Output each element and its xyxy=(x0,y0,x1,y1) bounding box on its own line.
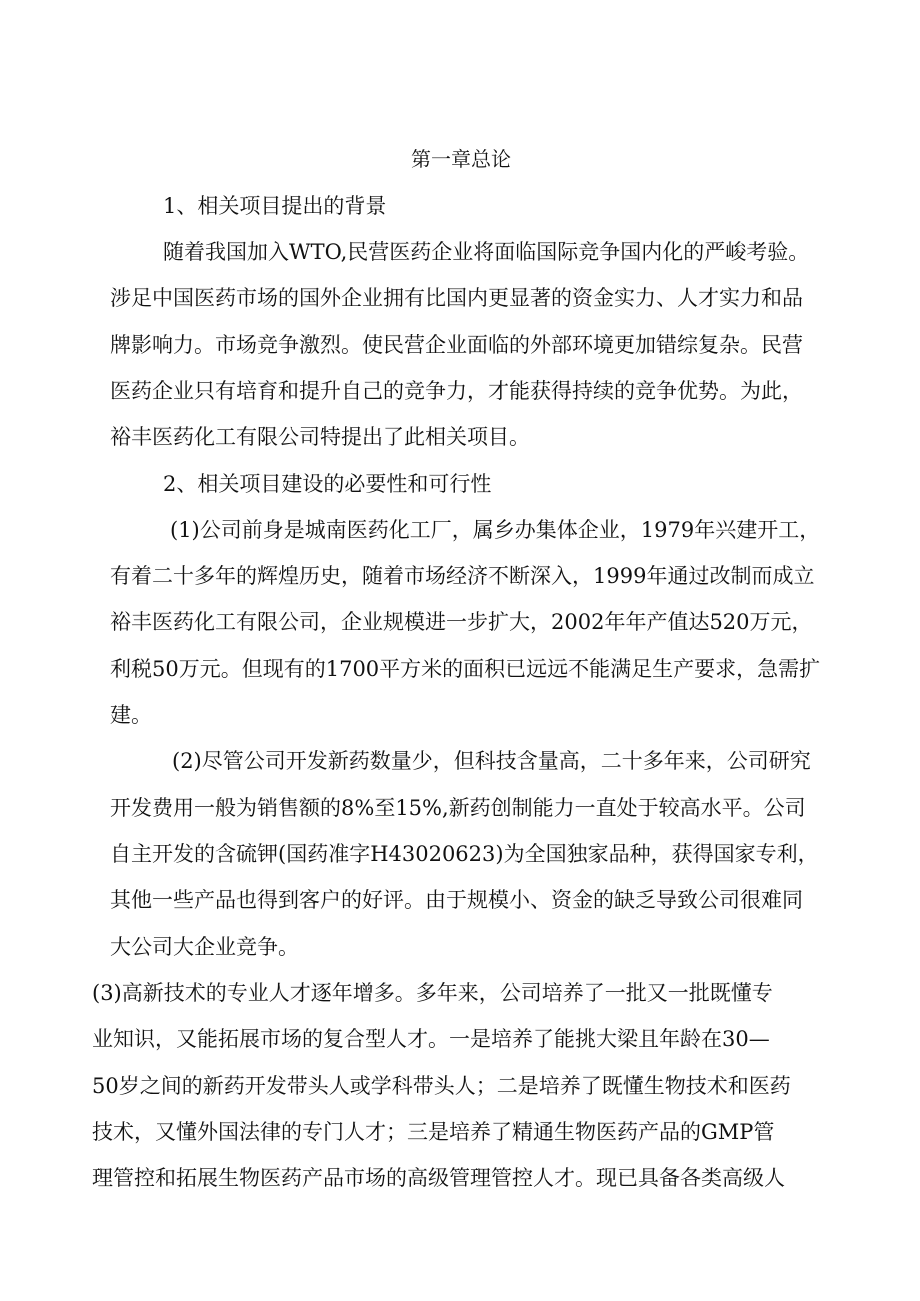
para-1-line-5: 建。 xyxy=(110,703,152,727)
para-2-line-1: (2)尽管公司开发新药数量少，但科技含量高，二十多年来，公司研究 xyxy=(172,749,811,773)
section-2-heading: 2、相关项目建设的必要性和可行性 xyxy=(163,472,492,496)
section-1-line-2: 涉足中国医药市场的国外企业拥有比国内更显著的资金实力、人才实力和品 xyxy=(110,286,803,310)
section-1-line-5: 裕丰医药化工有限公司特提出了此相关项目。 xyxy=(110,425,530,449)
section-1-line-1: 随着我国加入WTO,民营医药企业将面临国际竞争国内化的严峻考验。 xyxy=(163,240,810,264)
para-2-line-3: 自主开发的含硫钾(国药准字H43020623)为全国独家品种，获得国家专利， xyxy=(110,842,819,866)
para-1-line-4: 利税50万元。但现有的1700平方米的面积已远远不能满足生产要求，急需扩 xyxy=(110,657,821,681)
section-1-line-4: 医药企业只有培育和提升自己的竞争力，才能获得持续的竞争优势。为此， xyxy=(110,379,803,403)
section-1-line-3: 牌影响力。市场竞争激烈。使民营企业面临的外部环境更加错综复杂。民营 xyxy=(110,333,803,357)
chapter-title: 第一章总论 xyxy=(411,147,511,171)
para-3-line-2: 业知识，又能拓展市场的复合型人才。一是培养了能挑大梁且年龄在30— xyxy=(92,1027,770,1051)
para-1-line-3: 裕丰医药化工有限公司，企业规模进一步扩大，2002年年产值达520万元， xyxy=(110,610,813,634)
para-1-line-2: 有着二十多年的辉煌历史，随着市场经济不断深入，1999年通过改制而成立 xyxy=(110,564,815,588)
para-2-line-5: 大公司大企业竞争。 xyxy=(110,935,299,959)
para-3-line-5: 理管控和拓展生物医药产品市场的高级管理管控人才。现已具备各类高级人 xyxy=(92,1166,785,1190)
section-1-heading: 1、相关项目提出的背景 xyxy=(163,194,387,218)
para-3-line-4: 技术，又懂外国法律的专门人才；三是培养了精通生物医药产品的GMP管 xyxy=(92,1120,775,1144)
para-2-line-2: 开发费用一般为销售额的8%至15%,新药创制能力一直处于较高水平。公司 xyxy=(110,796,806,820)
para-1-line-1: (1)公司前身是城南医药化工厂，属乡办集体企业，1979年兴建开工， xyxy=(170,518,821,542)
para-3-line-3: 50岁之间的新药开发带头人或学科带头人；二是培养了既懂生物技术和医药 xyxy=(92,1074,791,1098)
para-3-line-1: (3)高新技术的专业人才逐年增多。多年来，公司培养了一批又一批既懂专 xyxy=(92,981,773,1005)
para-2-line-4: 其他一些产品也得到客户的好评。由于规模小、资金的缺乏导致公司很难同 xyxy=(110,888,803,912)
